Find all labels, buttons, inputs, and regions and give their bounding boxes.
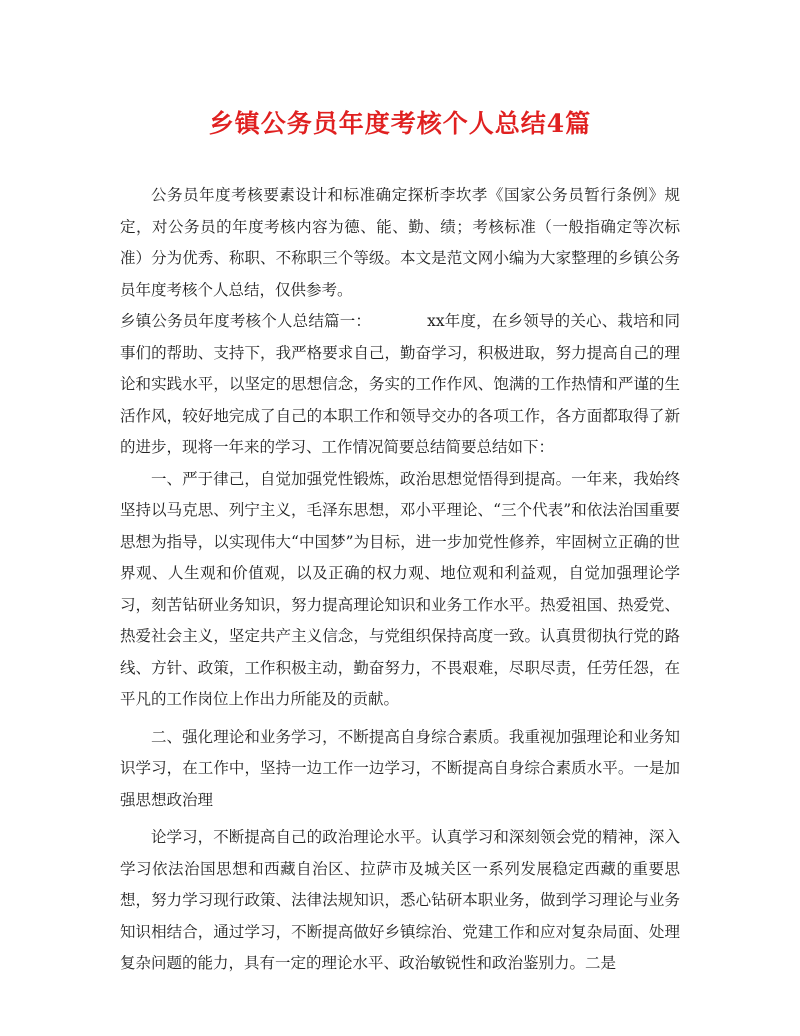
section-heading: 乡镇公务员年度考核个人总结篇一： (120, 312, 372, 330)
document-title: 乡镇公务员年度考核个人总结4篇 (208, 109, 592, 138)
paragraph-2: 二、强化理论和业务学习，不断提高自身综合素质。我重视加强理论和业务知识学习，在工作中，坚持一边工作一边学习，不断提高自身综合素质水平。一是加强思想政治理 (120, 727, 680, 809)
paragraph-1: 一、严于律己，自觉加强党性锻炼，政治思想觉悟得到提高。一年来，我始终坚持以马克思、列宁主义，毛泽东思想，邓小平理论、“三个代表”和依法治国重要思想为指导，以实现伟大“中国梦”为目标，进一步加党性修养，牢固树立正确的世界观、人生观和价值观，以及正确的权力观、地位观和利益观，自觉加强理论学习，刻苦钻研业务知识，努力提高理论知识和业务工作水平。热爱祖国、热爱党、热爱社会主义，坚定共产主义信念，与党组织保持高度一致。认真贯彻执行党的路线、方针、政策，工作积极主动，勤奋努力，不畏艰难，尽职尽责，任劳任怨，在平凡的工作岗位上作出力所能及的贡献。 (120, 469, 680, 708)
paragraph-3: 论学习，不断提高自己的政治理论水平。认真学习和深刻领会党的精神，深入学习依法治国思想和西藏自治区、拉萨市及城关区一系列发展稳定西藏的重要思想，努力学习现行政策、法律法规知识，悉心钻研本职业务，做到学习理论与业务知识相结合，通过学习，不断提高做好乡镇综治、党建工作和应对复杂局面、处理复杂问题的能力，具有一定的理论水平、政治敏锐性和政治鉴别力。二是 (120, 828, 680, 972)
document-body (120, 180, 680, 980)
section-paragraph (120, 306, 680, 464)
intro-paragraph: 公务员年度考核要素设计和标准确定探析李坎孝《国家公务员暂行条例》规定，对公务员的年度考核内容为德、能、勤、绩；考核标准（一般指确定等次标准）分为优秀、称职、不称职三个等级。本文是范文网小编为大家整理的乡镇公务员年度考核个人总结，仅供参考。 (120, 186, 680, 299)
section-intro: xx年度，在乡领导的关心、栽培和同事们的帮助、支持下，我严格要求自己，勤奋学习，积极进取，努力提高自己的理论和实践水平，以坚定的思想信念，务实的工作作风、饱满的工作热情和严谨的生活作风，较好地完成了自己的本职工作和领导交办的各项工作，各方面都取得了新的进步，现将一年来的学习、工作情况简要总结简要总结如下： (120, 312, 680, 456)
